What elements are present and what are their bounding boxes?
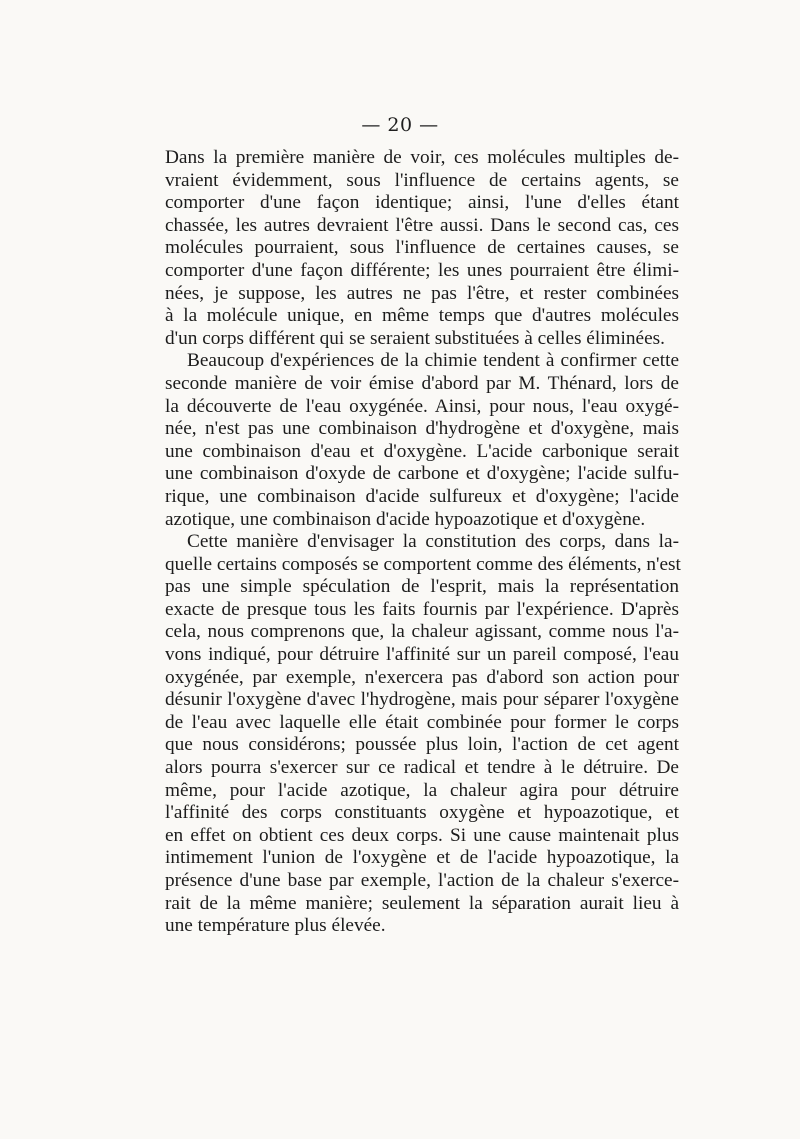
text-line: que nous considérons; poussée plus loin, l'action de cet agent <box>165 734 679 756</box>
body-text <box>165 147 679 938</box>
text-line: une combinaison d'oxyde de carbone et d'oxygène; l'acide sulfu- <box>165 463 679 485</box>
text-line: présence d'une base par exemple, l'action de la chaleur s'exerce- <box>165 870 679 891</box>
text-line: à la molécule unique, en même temps que d'autres molécules <box>165 305 679 327</box>
text-line: cela, nous comprenons que, la chaleur agissant, comme nous l'a- <box>165 621 679 643</box>
text-line: une température plus élevée. <box>165 915 386 937</box>
text-line: azotique, une combinaison d'acide hypoazotique et d'oxygène. <box>165 508 646 530</box>
text-line: oxygénée, par exemple, n'exercera pas d'abord son action pour <box>165 666 679 688</box>
text-line: même, pour l'acide azotique, la chaleur agira pour détruire <box>165 779 679 801</box>
text-line: rait de la même manière; seulement la séparation aurait lieu à <box>165 892 679 914</box>
text-line: née, n'est pas une combinaison d'hydrogène et d'oxygène, mais <box>165 418 679 440</box>
text-line: comporter d'une façon différente; les unes pourraient être élimi- <box>165 259 679 281</box>
text-line: Cette manière d'envisager la constitution des corps, dans la- <box>187 531 679 553</box>
text-line: rique, une combinaison d'acide sulfureux et d'oxygène; l'acide <box>165 485 679 507</box>
text-line: seconde manière de voir émise d'abord par M. Thénard, lors de <box>165 372 679 394</box>
page-number: — 20 — <box>361 114 439 136</box>
text-line: chassée, les autres devraient l'être aussi. Dans le second cas, ces <box>165 214 679 236</box>
text-line: vraient évidemment, sous l'influence de certains agents, se <box>165 169 679 191</box>
text-line: intimement l'union de l'oxygène et de l'acide hypoazotique, la <box>165 847 679 869</box>
text-line: quelle certains composés se comportent comme des éléments, n'est <box>165 553 681 575</box>
text-line: l'affinité des corps constituants oxygène et hypoazotique, et <box>165 802 679 824</box>
text-line: alors pourra s'exercer sur ce radical et tendre à le détruire. De <box>165 757 679 779</box>
text-line: molécules pourraient, sous l'influence de certaines causes, se <box>165 237 679 259</box>
text-line: vons indiqué, pour détruire l'affinité sur un pareil composé, l'eau <box>165 644 679 666</box>
text-line: nées, je suppose, les autres ne pas l'être, et rester combinées <box>165 282 679 304</box>
text-line: Beaucoup d'expériences de la chimie tendent à confirmer cette <box>187 350 679 372</box>
text-line: d'un corps différent qui se seraient substituées à celles éliminées. <box>165 327 665 349</box>
text-line: comporter d'une façon identique; ainsi, l'une d'elles étant <box>165 192 679 214</box>
text-line: pas une simple spéculation de l'esprit, mais la représentation <box>165 576 679 598</box>
text-line: Dans la première manière de voir, ces molécules multiples de- <box>165 147 679 168</box>
text-line: la découverte de l'eau oxygénée. Ainsi, pour nous, l'eau oxygé- <box>165 395 679 417</box>
text-line: en effet on obtient ces deux corps. Si une cause maintenait plus <box>165 824 679 846</box>
text-line: désunir l'oxygène d'avec l'hydrogène, mais pour séparer l'oxygène <box>165 689 679 711</box>
text-line: exacte de presque tous les faits fournis par l'expérience. D'après <box>165 598 679 620</box>
text-line: une combinaison d'eau et d'oxygène. L'acide carbonique serait <box>165 440 679 462</box>
text-line: de l'eau avec laquelle elle était combinée pour former le corps <box>165 711 679 733</box>
